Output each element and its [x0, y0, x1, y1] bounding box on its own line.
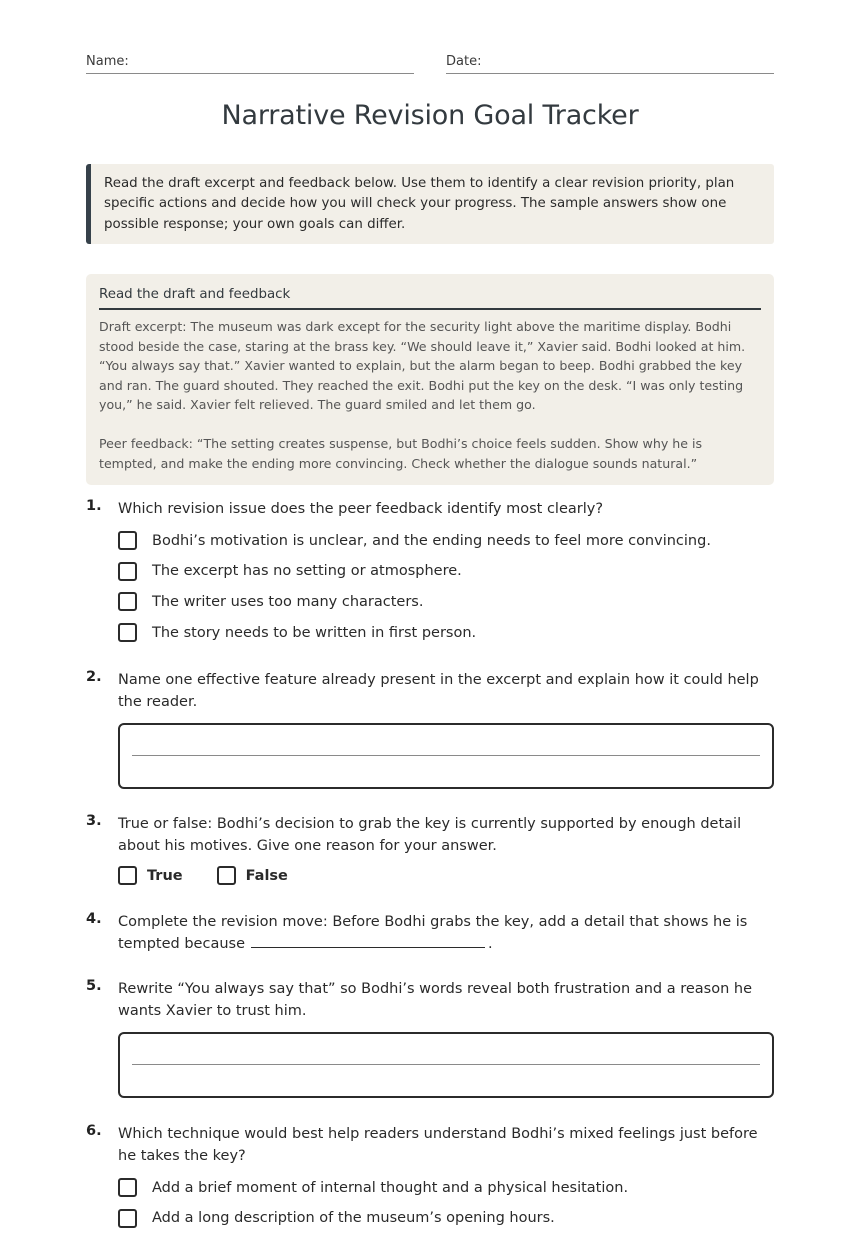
checkbox[interactable]	[118, 866, 137, 885]
question-number: 2.	[86, 669, 102, 685]
source-heading: Read the draft and feedback	[99, 287, 761, 310]
peer-feedback: Peer feedback: “The setting creates suspense, but Bodhi’s choice feels sudden. Show why he is tempted, and make the ending more convincing. Check whether the dialogue sounds natural.”	[99, 436, 703, 471]
date-field[interactable]	[446, 54, 774, 74]
draft-excerpt: Draft excerpt: The museum was dark except for the security light above the maritime display. Bodhi stood beside the case, staring at the brass key. “We should leave it,” Xavier said. Bodhi looked at him. “You always say that.” Xavier wanted to explain, but the alarm began to beep. Bodhi grabbed the key and ran. The guard shouted. They reached the exit. Bodhi put the key on the desk. “I was only testing you,” he said. Xavier felt relieved. The guard smiled and let them go.	[99, 319, 746, 412]
option-label: The writer uses too many characters.	[152, 593, 424, 610]
question-number: 4.	[86, 911, 102, 927]
question-text: True or false: Bodhi’s decision to grab the key is currently supported by enough detail about his motives. Give one reason for your answer.	[118, 816, 742, 854]
question-text	[118, 911, 774, 955]
question-text: Which technique would best help readers understand Bodhi’s mixed feelings just before he takes the key?	[118, 1126, 758, 1164]
sentence-start: Complete the revision move: Before Bodhi grabs the key, add a detail that shows he is tempted because	[118, 914, 748, 952]
answer-box[interactable]	[118, 723, 774, 789]
checkbox[interactable]	[118, 592, 137, 611]
fill-in-blank[interactable]	[251, 935, 485, 948]
question-text: Which revision issue does the peer feedback identify most clearly?	[118, 501, 604, 517]
sentence-end: .	[488, 936, 493, 952]
source-panel	[86, 274, 774, 485]
true-option[interactable]	[118, 866, 183, 885]
option-label: Bodhi’s motivation is unclear, and the ending needs to feel more convincing.	[152, 532, 711, 549]
name-label: Name:	[86, 54, 129, 69]
option-label: Add a brief moment of internal thought and a physical hesitation.	[152, 1179, 629, 1196]
false-option[interactable]	[217, 866, 288, 885]
question-2	[86, 669, 774, 789]
name-date-row	[86, 54, 774, 74]
instructions-box: Read the draft excerpt and feedback below. Use them to identify a clear revision priority, plan specific actions and decide how you will check your progress. The sample answers show one possible response; your own goals can differ.	[86, 164, 774, 244]
answer-box[interactable]	[118, 1032, 774, 1098]
answer-line	[132, 1064, 760, 1065]
page-title: Narrative Revision Goal Tracker	[221, 100, 639, 131]
answer-line	[132, 755, 760, 756]
true-false-options	[118, 866, 774, 885]
question-number: 3.	[86, 813, 102, 829]
question-number: 5.	[86, 978, 102, 994]
options-list	[118, 1176, 774, 1230]
option-a[interactable]	[118, 1176, 774, 1199]
checkbox[interactable]	[217, 866, 236, 885]
option-c[interactable]	[118, 590, 774, 613]
false-label: False	[245, 867, 288, 884]
option-a[interactable]	[118, 529, 774, 552]
option-label: The excerpt has no setting or atmosphere.	[152, 563, 462, 580]
question-number: 6.	[86, 1123, 102, 1139]
option-label: Add a long description of the museum’s opening hours.	[152, 1210, 555, 1227]
option-d[interactable]	[118, 621, 774, 644]
question-text: Rewrite “You always say that” so Bodhi’s words reveal both frustration and a reason he wants Xavier to trust him.	[118, 981, 753, 1019]
option-b[interactable]	[118, 1207, 774, 1230]
checkbox[interactable]	[118, 562, 137, 581]
options-list	[118, 529, 774, 644]
checkbox[interactable]	[118, 1209, 137, 1228]
question-6	[86, 1123, 774, 1237]
question-4	[86, 911, 774, 955]
option-b[interactable]	[118, 560, 774, 583]
question-number: 1.	[86, 498, 102, 514]
question-1	[86, 498, 774, 652]
name-field[interactable]	[86, 54, 414, 74]
question-text: Name one effective feature already present in the excerpt and explain how it could help the reader.	[118, 672, 759, 710]
option-label: The story needs to be written in first person.	[152, 624, 477, 641]
true-label: True	[147, 867, 183, 884]
question-3	[86, 813, 774, 885]
checkbox[interactable]	[118, 531, 137, 550]
checkbox[interactable]	[118, 623, 137, 642]
date-label: Date:	[446, 54, 482, 69]
checkbox[interactable]	[118, 1178, 137, 1197]
question-5	[86, 978, 774, 1098]
